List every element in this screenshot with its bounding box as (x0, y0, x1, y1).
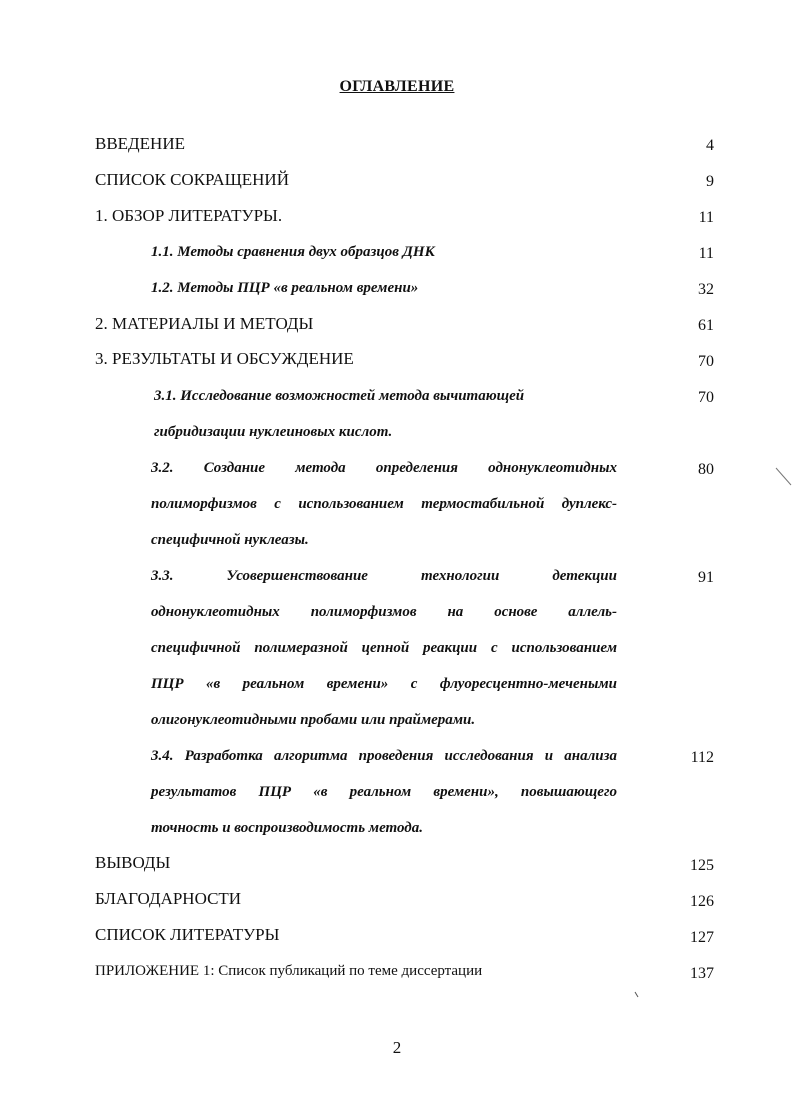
toc-entry-materials-methods[interactable]: 2. МАТЕРИАЛЫ И МЕТОДЫ (95, 314, 314, 333)
toc-entry-3-1-line[interactable]: гибридизации нуклеиновых кислот. (154, 424, 393, 440)
toc-entry-conclusions[interactable]: ВЫВОДЫ (95, 853, 171, 872)
toc-page-number: 9 (706, 173, 714, 190)
toc-entry-3-3-line[interactable] (151, 566, 617, 586)
toc-page-number: 70 (698, 389, 714, 406)
toc-entry-3-1-line[interactable]: 3.1. Исследование возможностей метода вычитающей (154, 388, 525, 404)
toc-page-number: 112 (690, 749, 714, 766)
toc-entry-3-4-line[interactable] (151, 746, 617, 766)
toc-entry-acknowledgements[interactable]: БЛАГОДАРНОСТИ (95, 889, 242, 908)
toc-page-number: 4 (706, 137, 714, 154)
toc-entry-3-3-line[interactable] (151, 602, 617, 622)
toc-entry-3-4-line[interactable]: точность и воспроизводимость метода. (151, 820, 423, 836)
toc-entry-3-2-text: полиморфизмов с использованием термостабильной дуплекс- (151, 496, 617, 512)
scan-mark (774, 466, 794, 488)
toc-entry-results[interactable]: 3. РЕЗУЛЬТАТЫ И ОБСУЖДЕНИЕ (95, 349, 354, 368)
toc-entry-3-3-line[interactable]: олигонуклеотидными пробами или праймерами. (151, 712, 476, 728)
toc-page-number: 125 (690, 857, 714, 874)
toc-entry-3-4-line[interactable] (151, 782, 617, 802)
toc-entry-appendix-1[interactable]: ПРИЛОЖЕНИЕ 1: Список публикаций по теме диссертации (95, 963, 483, 979)
toc-entry-3-2-line[interactable]: специфичной нуклеазы. (151, 532, 309, 548)
toc-entry-1-2[interactable]: 1.2. Методы ПЦР «в реальном времени» (151, 280, 419, 296)
toc-entry-literature-review[interactable]: 1. ОБЗОР ЛИТЕРАТУРЫ. (95, 206, 283, 225)
scan-mark (633, 990, 641, 1000)
page-title: ОГЛАВЛЕНИЕ (339, 78, 455, 95)
toc-page-number: 127 (690, 929, 714, 946)
toc-entry-abbreviations[interactable]: СПИСОК СОКРАЩЕНИЙ (95, 170, 289, 189)
toc-entry-3-3-text: специфичной полимеразной цепной реакции с использованием (151, 640, 617, 656)
toc-entry-3-3-line[interactable] (151, 674, 617, 694)
page-number: 2 (392, 1038, 402, 1057)
toc-page-number: 91 (698, 569, 714, 586)
toc-page-number: 11 (698, 209, 714, 226)
toc-page-number: 137 (690, 965, 714, 982)
toc-entry-3-3-line[interactable] (151, 638, 617, 658)
toc-entry-3-4-text: результатов ПЦР «в реальном времени», повышающего (151, 784, 617, 800)
toc-entry-references[interactable]: СПИСОК ЛИТЕРАТУРЫ (95, 925, 280, 944)
toc-entry-3-3-text: однонуклеотидных полиморфизмов на основе аллель- (151, 604, 617, 620)
toc-page-number: 70 (698, 353, 714, 370)
toc-page-number: 80 (698, 461, 714, 478)
toc-entry-3-2-line[interactable] (151, 458, 617, 478)
toc-page-number: 32 (698, 281, 714, 298)
toc-entry-3-2-line[interactable] (151, 494, 617, 514)
toc-entry-3-4-text: 3.4. Разработка алгоритма проведения исследования и анализа (151, 748, 617, 764)
toc-page-number: 61 (698, 317, 714, 334)
toc-entry-3-3-text: ПЦР «в реальном времени» с флуоресцентно-мечеными (151, 676, 617, 692)
toc-entry-1-1[interactable]: 1.1. Методы сравнения двух образцов ДНК (151, 244, 435, 260)
toc-page-number: 11 (698, 245, 714, 262)
toc-page-number: 126 (690, 893, 714, 910)
toc-entry-3-2-text: 3.2. Создание метода определения однонуклеотидных (151, 460, 617, 476)
toc-entry-3-3-text: 3.3. Усовершенствование технологии детекции (151, 568, 617, 584)
toc-entry-introduction[interactable]: ВВЕДЕНИЕ (95, 134, 185, 153)
